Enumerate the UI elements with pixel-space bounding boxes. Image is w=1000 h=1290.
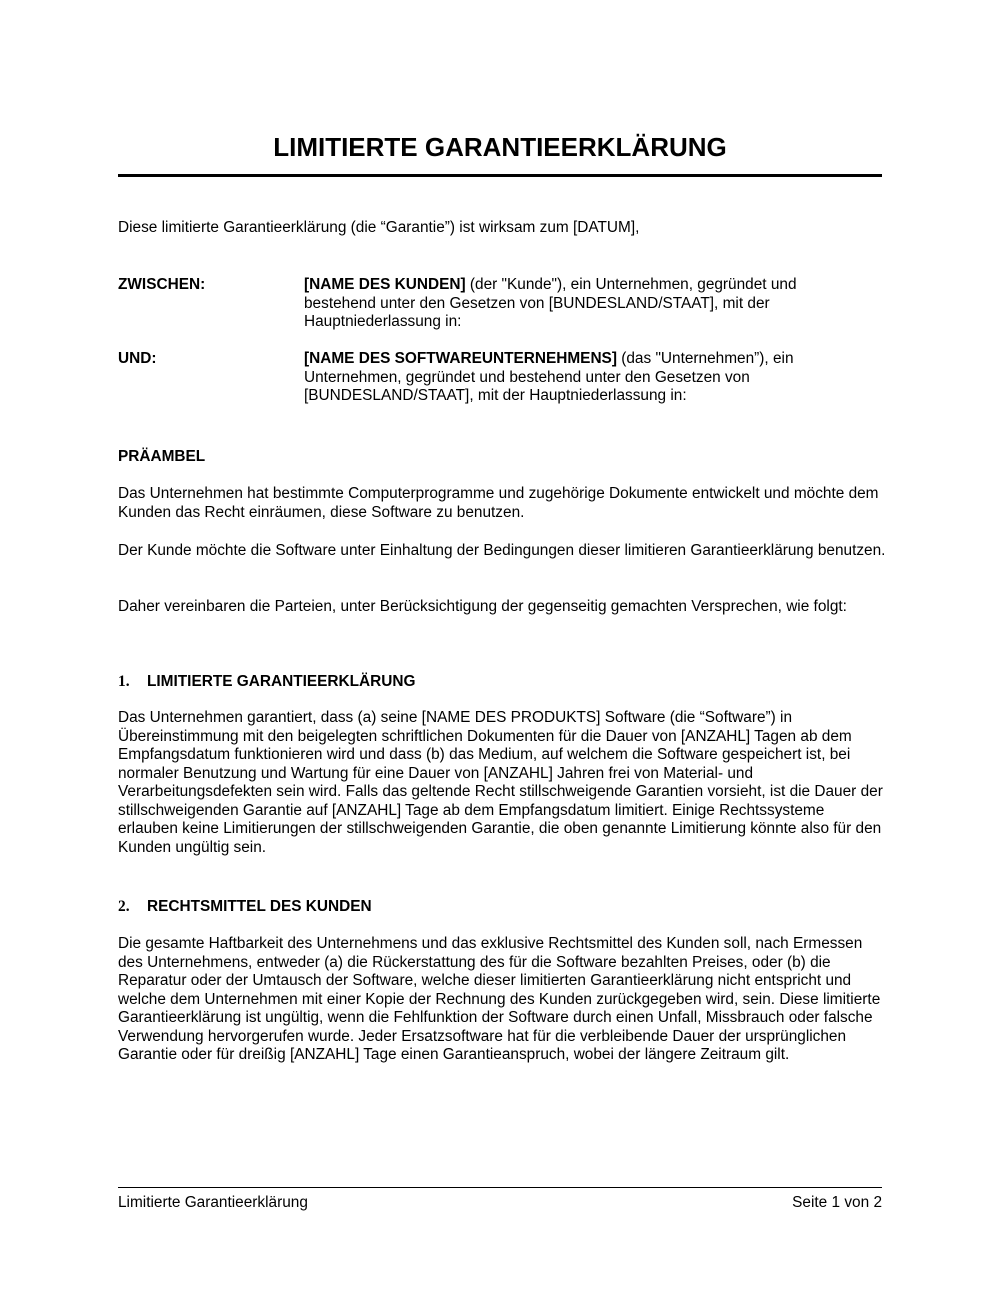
preamble-paragraph: Daher vereinbaren die Parteien, unter Berücksichtigung der gegenseitig gemachten Versprechen, wie folgt:: [118, 598, 847, 615]
party-label-between: ZWISCHEN:: [118, 276, 206, 293]
preamble-heading: PRÄAMBEL: [118, 448, 206, 465]
section-title: LIMITIERTE GARANTIEERKLÄRUNG: [147, 673, 416, 690]
party-text-company: [304, 350, 864, 406]
preamble-paragraph: Das Unternehmen hat bestimmte Computerprogramme und zugehörige Dokumente entwickelt und möchte dem Kunden das Recht einräumen, diese Software zu benutzen.: [118, 485, 879, 521]
party-name-company: [NAME DES SOFTWAREUNTERNEHMENS]: [304, 350, 617, 367]
section-number: 2.: [118, 898, 130, 915]
party-name-customer: [NAME DES KUNDEN]: [304, 276, 466, 293]
party-desc-customer: (der "Kunde"), ein Unternehmen, gegründet und bestehend unter den Gesetzen von [BUNDESLAND/STAAT], mit der Hauptniederlassung in:: [304, 276, 797, 330]
section-number: 1.: [118, 673, 130, 690]
party-text-customer: [304, 276, 864, 332]
section-title: RECHTSMITTEL DES KUNDEN: [147, 898, 372, 915]
preamble-paragraph: Der Kunde möchte die Software unter Einhaltung der Bedingungen dieser limitieren Garantieerklärung benutzen.: [118, 542, 886, 559]
party-label-and: UND:: [118, 350, 157, 367]
document-title: LIMITIERTE GARANTIEERKLÄRUNG: [273, 132, 727, 162]
party-desc-company: (das "Unternehmen”), ein Unternehmen, gegründet und bestehend unter den Gesetzen von [BUNDESLAND/STAAT], mit der Hauptniederlassung in:: [304, 350, 794, 404]
footer-rule: [118, 1187, 882, 1188]
footer-document-name: Limitierte Garantieerklärung: [118, 1194, 308, 1211]
intro-paragraph: Diese limitierte Garantieerklärung (die “Garantie”) ist wirksam zum [DATUM],: [118, 219, 640, 236]
footer-page-number: Seite 1 von 2: [792, 1194, 882, 1211]
section-body: Die gesamte Haftbarkeit des Unternehmens und das exklusive Rechtsmittel des Kunden soll, nach Ermessen des Unternehmens, entweder (a) die Rückerstattung des für die Software bezahlten Preises, oder (b) die Reparatur oder der Umtausch der Software, welche dieser limitierten Garantieerklärung nicht entspricht und welche dem Unternehmen mit einer Kopie der Rechnung des Kunden zurückgegeben wird, sein. Diese limitierte Garantieerklärung ist ungültig, wenn die Fehlfunktion der Software durch einen Unfall, Missbrauch oder falsche Verwendung hervorgerufen wurde. Jeder Ersatzsoftware hat für die verbleibende Dauer der ursprünglichen Garantie oder für dreißig [ANZAHL] Tage einen Garantieanspruch, wobei der längere Zeitraum gilt.: [118, 935, 881, 1063]
section-body: Das Unternehmen garantiert, dass (a) seine [NAME DES PRODUKTS] Software (die “Software”) in Übereinstimmung mit den beigelegten schriftlichen Dokumenten für die Dauer von [ANZAHL] Tagen ab dem Empfangsdatum funktionieren wird und dass (b) das Medium, auf welchem die Software gespeichert ist, bei normaler Benutzung und Wartung für eine Dauer von [ANZAHL] Jahren frei von Material- und Verarbeitungsdefekten sein wird. Falls das geltende Recht stillschweigende Garantien vorsieht, ist die Dauer der stillschweigenden Garantie auf [ANZAHL] Tage ab dem Empfangsdatum limitiert. Einige Rechtssysteme erlauben keine Limitierungen der stillschweigenden Garantie, die oben genannte Limitierung könnte also für den Kunden ungültig sein.: [118, 709, 883, 856]
title-rule: [118, 174, 882, 177]
